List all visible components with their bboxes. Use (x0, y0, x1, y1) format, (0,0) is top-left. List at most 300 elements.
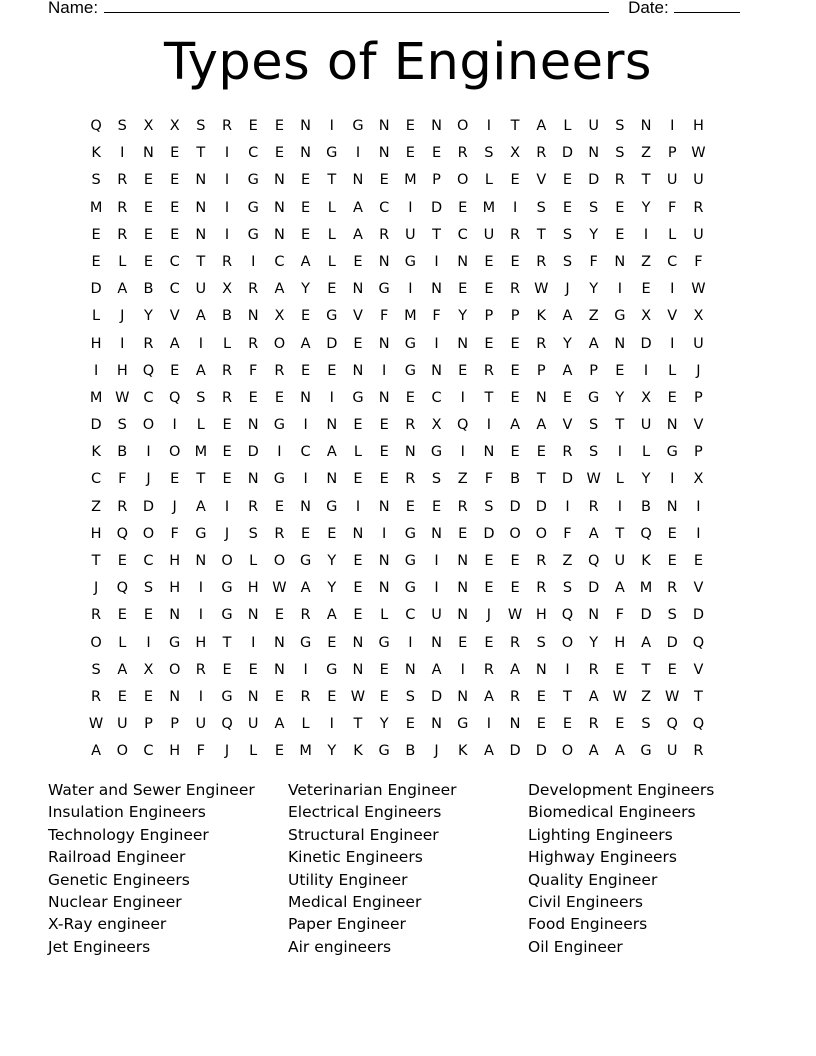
grid-letter[interactable]: A (326, 607, 337, 624)
grid-letter[interactable]: O (142, 525, 155, 542)
grid-letter[interactable]: S (589, 199, 599, 216)
grid-letter[interactable]: A (588, 688, 599, 705)
grid-letter[interactable]: E (301, 362, 311, 379)
grid-letter[interactable]: Y (144, 308, 153, 325)
grid-letter[interactable]: Z (588, 308, 599, 325)
grid-letter[interactable]: E (353, 471, 363, 488)
grid-letter[interactable]: S (562, 580, 573, 597)
grid-letter[interactable]: Q (692, 634, 705, 651)
grid-letter[interactable]: I (460, 661, 465, 678)
grid-letter[interactable]: E (431, 145, 442, 162)
grid-letter[interactable]: V (667, 308, 678, 325)
grid-letter[interactable]: D (142, 498, 155, 515)
grid-letter[interactable]: L (353, 444, 363, 461)
grid-letter[interactable]: V (536, 172, 547, 189)
grid-letter[interactable]: D (588, 172, 600, 189)
grid-letter[interactable]: R (693, 199, 704, 216)
grid-letter[interactable]: T (353, 716, 363, 733)
grid-letter[interactable]: I (434, 253, 439, 270)
grid-letter[interactable]: Q (116, 525, 128, 542)
grid-letter[interactable]: X (693, 308, 704, 325)
grid-letter[interactable]: D (666, 634, 678, 651)
grid-letter[interactable]: P (432, 172, 441, 189)
grid-letter[interactable]: T (222, 634, 232, 651)
grid-letter[interactable]: E (484, 253, 494, 270)
grid-letter[interactable]: T (641, 172, 651, 189)
grid-letter[interactable]: E (170, 172, 180, 189)
grid-letter[interactable]: Q (692, 716, 705, 733)
grid-letter[interactable]: W (507, 607, 523, 624)
grid-letter[interactable]: R (483, 362, 494, 379)
grid-letter[interactable]: O (142, 417, 155, 434)
grid-letter[interactable]: S (117, 118, 127, 134)
grid-letter[interactable]: C (169, 253, 180, 270)
grid-letter[interactable]: R (117, 226, 128, 243)
grid-letter[interactable]: A (483, 743, 494, 760)
grid-letter[interactable]: N (195, 199, 207, 216)
grid-letter[interactable]: E (143, 199, 154, 216)
grid-letter[interactable]: T (510, 118, 520, 134)
grid-letter[interactable]: A (195, 308, 206, 325)
grid-letter[interactable]: A (536, 118, 547, 134)
grid-letter[interactable]: P (536, 362, 546, 379)
grid-letter[interactable]: Y (615, 389, 625, 406)
grid-letter[interactable]: G (273, 417, 286, 434)
grid-letter[interactable]: E (693, 553, 703, 569)
grid-letter[interactable]: F (589, 253, 598, 270)
grid-letter[interactable]: G (404, 335, 416, 352)
grid-letter[interactable]: U (693, 172, 704, 189)
grid-letter[interactable]: E (327, 281, 337, 298)
grid-letter[interactable]: M (89, 199, 103, 216)
grid-letter[interactable]: Y (327, 580, 337, 597)
grid-letter[interactable]: A (614, 580, 625, 597)
grid-letter[interactable]: R (536, 253, 547, 270)
grid-letter[interactable]: G (326, 498, 338, 515)
grid-letter[interactable]: E (379, 688, 389, 705)
grid-letter[interactable]: S (248, 525, 258, 542)
grid-letter[interactable]: N (378, 145, 390, 162)
grid-letter[interactable]: E (353, 580, 363, 597)
grid-letter[interactable]: I (198, 688, 203, 705)
grid-letter[interactable]: T (484, 389, 494, 406)
grid-letter[interactable]: A (641, 634, 651, 651)
grid-letter[interactable]: W (691, 145, 706, 162)
grid-letter[interactable]: J (224, 743, 230, 760)
grid-letter[interactable]: R (143, 335, 154, 352)
grid-letter[interactable]: E (562, 389, 573, 406)
grid-letter[interactable]: E (484, 281, 494, 298)
grid-letter[interactable]: I (303, 417, 308, 434)
grid-letter[interactable]: Q (116, 580, 128, 597)
grid-letter[interactable]: B (117, 444, 128, 461)
grid-letter[interactable]: N (431, 716, 442, 733)
grid-letter[interactable]: I (670, 281, 675, 298)
grid-letter[interactable]: R (457, 498, 468, 515)
grid-letter[interactable]: Q (90, 118, 102, 134)
grid-letter[interactable]: R (562, 444, 573, 461)
grid-letter[interactable]: F (615, 607, 625, 624)
grid-letter[interactable]: L (118, 253, 127, 270)
grid-letter[interactable]: V (353, 308, 363, 325)
grid-letter[interactable]: T (536, 226, 546, 243)
grid-letter[interactable]: A (326, 444, 337, 461)
grid-letter[interactable]: N (300, 145, 312, 162)
grid-letter[interactable]: D (430, 199, 443, 216)
grid-letter[interactable]: I (355, 145, 361, 162)
grid-letter[interactable]: H (247, 580, 259, 597)
grid-letter[interactable]: S (91, 661, 101, 678)
grid-letter[interactable]: S (536, 634, 546, 651)
grid-letter[interactable]: R (221, 362, 233, 379)
grid-letter[interactable]: E (274, 145, 284, 162)
grid-letter[interactable]: E (117, 607, 127, 624)
grid-letter[interactable]: R (667, 580, 678, 597)
grid-letter[interactable]: M (404, 172, 417, 189)
grid-letter[interactable]: E (641, 281, 651, 298)
grid-letter[interactable]: L (563, 118, 572, 134)
grid-letter[interactable]: D (640, 607, 652, 624)
grid-letter[interactable]: T (196, 145, 206, 162)
grid-letter[interactable]: L (327, 199, 336, 216)
grid-letter[interactable]: E (327, 525, 337, 542)
grid-letter[interactable]: R (588, 716, 599, 733)
grid-letter[interactable]: O (273, 335, 286, 352)
grid-letter[interactable]: E (222, 471, 232, 488)
grid-letter[interactable]: Q (168, 389, 181, 406)
grid-letter[interactable]: E (353, 253, 363, 270)
grid-letter[interactable]: I (146, 634, 151, 651)
grid-letter[interactable]: A (588, 335, 599, 352)
grid-letter[interactable]: I (670, 118, 675, 134)
grid-letter[interactable]: N (169, 607, 181, 624)
grid-letter[interactable]: N (431, 525, 442, 542)
grid-letter[interactable]: D (90, 417, 102, 434)
grid-letter[interactable]: I (460, 389, 465, 406)
grid-letter[interactable]: E (379, 172, 389, 189)
grid-letter[interactable]: Y (379, 716, 389, 733)
grid-letter[interactable]: I (486, 716, 492, 733)
grid-letter[interactable]: X (431, 417, 442, 434)
grid-letter[interactable]: E (327, 362, 337, 379)
grid-letter[interactable]: S (431, 471, 442, 488)
grid-letter[interactable]: R (221, 389, 233, 406)
grid-letter[interactable]: A (431, 661, 442, 678)
grid-letter[interactable]: I (408, 634, 413, 651)
grid-letter[interactable]: T (563, 688, 572, 705)
grid-letter[interactable]: Y (589, 226, 599, 243)
grid-letter[interactable]: I (460, 444, 465, 461)
grid-letter[interactable]: G (221, 580, 233, 597)
grid-letter[interactable]: N (378, 118, 390, 134)
grid-letter[interactable]: T (615, 417, 625, 434)
grid-letter[interactable]: Z (641, 145, 651, 162)
grid-letter[interactable]: G (326, 145, 338, 162)
grid-letter[interactable]: E (405, 389, 415, 406)
grid-letter[interactable]: R (221, 253, 233, 270)
grid-letter[interactable]: H (169, 553, 181, 569)
grid-letter[interactable]: I (643, 226, 649, 243)
grid-letter[interactable]: I (224, 226, 230, 243)
grid-letter[interactable]: G (273, 471, 286, 488)
grid-letter[interactable]: E (379, 444, 389, 461)
grid-letter[interactable]: E (170, 362, 180, 379)
grid-letter[interactable]: C (143, 389, 154, 406)
grid-letter[interactable]: O (561, 634, 574, 651)
grid-letter[interactable]: E (274, 607, 284, 624)
grid-letter[interactable]: G (666, 444, 678, 461)
grid-letter[interactable]: G (457, 716, 469, 733)
grid-letter[interactable]: S (562, 253, 573, 270)
grid-letter[interactable]: X (641, 389, 651, 406)
grid-letter[interactable]: I (120, 145, 125, 162)
grid-letter[interactable]: E (615, 199, 625, 216)
grid-letter[interactable]: Y (641, 471, 651, 488)
grid-letter[interactable]: Y (563, 335, 572, 352)
grid-letter[interactable]: I (565, 661, 570, 678)
grid-letter[interactable]: N (666, 417, 678, 434)
grid-letter[interactable]: E (143, 253, 154, 270)
grid-letter[interactable]: I (617, 498, 622, 515)
grid-letter[interactable]: H (90, 335, 102, 352)
grid-letter[interactable]: N (483, 444, 495, 461)
grid-letter[interactable]: N (247, 607, 259, 624)
grid-letter[interactable]: U (431, 607, 442, 624)
grid-letter[interactable]: N (614, 253, 626, 270)
grid-letter[interactable]: S (536, 199, 546, 216)
grid-letter[interactable]: J (486, 607, 492, 624)
grid-letter[interactable]: N (300, 498, 312, 515)
grid-letter[interactable]: N (457, 553, 469, 569)
grid-letter[interactable]: O (90, 634, 102, 651)
grid-letter[interactable]: G (299, 634, 312, 651)
grid-letter[interactable]: E (379, 417, 389, 434)
grid-letter[interactable]: U (195, 716, 207, 733)
grid-letter[interactable]: N (273, 199, 285, 216)
grid-letter[interactable]: D (561, 471, 574, 488)
grid-letter[interactable]: N (457, 580, 469, 597)
grid-letter[interactable]: S (615, 118, 625, 134)
grid-letter[interactable]: L (641, 444, 651, 461)
grid-letter[interactable]: E (170, 199, 180, 216)
grid-letter[interactable]: E (353, 553, 363, 569)
grid-letter[interactable]: I (224, 199, 230, 216)
grid-letter[interactable]: N (352, 362, 364, 379)
grid-letter[interactable]: R (510, 281, 521, 298)
grid-letter[interactable]: N (352, 281, 364, 298)
grid-letter[interactable]: L (249, 743, 258, 760)
grid-letter[interactable]: R (536, 335, 547, 352)
grid-letter[interactable]: L (327, 226, 336, 243)
grid-letter[interactable]: W (350, 688, 366, 705)
grid-letter[interactable]: V (693, 417, 704, 434)
grid-letter[interactable]: D (509, 743, 521, 760)
grid-letter[interactable]: E (562, 199, 573, 216)
grid-letter[interactable]: E (510, 553, 520, 569)
grid-letter[interactable]: H (614, 634, 626, 651)
grid-letter[interactable]: J (696, 362, 701, 379)
grid-letter[interactable]: W (534, 281, 549, 298)
grid-letter[interactable]: Y (301, 281, 311, 298)
grid-letter[interactable]: X (143, 661, 154, 678)
grid-letter[interactable]: W (88, 716, 104, 733)
grid-letter[interactable]: U (640, 417, 652, 434)
grid-letter[interactable]: E (301, 308, 311, 325)
grid-letter[interactable]: Q (666, 716, 678, 733)
grid-letter[interactable]: E (327, 634, 337, 651)
grid-letter[interactable]: I (198, 607, 203, 624)
grid-letter[interactable]: K (353, 743, 363, 760)
grid-letter[interactable]: G (404, 580, 416, 597)
grid-letter[interactable]: C (91, 471, 102, 488)
grid-letter[interactable]: R (588, 661, 599, 678)
grid-letter[interactable]: N (273, 634, 285, 651)
grid-letter[interactable]: H (169, 580, 181, 597)
grid-letter[interactable]: E (431, 498, 442, 515)
grid-letter[interactable]: R (510, 634, 521, 651)
grid-letter[interactable]: E (615, 362, 625, 379)
grid-letter[interactable]: L (222, 335, 232, 352)
grid-letter[interactable]: B (222, 308, 232, 325)
grid-letter[interactable]: U (666, 172, 678, 189)
grid-letter[interactable]: G (247, 226, 259, 243)
grid-letter[interactable]: F (379, 308, 389, 325)
grid-letter[interactable]: E (458, 634, 468, 651)
grid-letter[interactable]: A (300, 580, 311, 597)
grid-letter[interactable]: G (221, 607, 233, 624)
grid-letter[interactable]: L (484, 172, 493, 189)
grid-letter[interactable]: G (404, 362, 416, 379)
grid-letter[interactable]: O (457, 172, 469, 189)
grid-letter[interactable]: E (353, 607, 363, 624)
grid-letter[interactable]: C (667, 253, 678, 270)
grid-letter[interactable]: E (301, 172, 311, 189)
grid-letter[interactable]: E (510, 580, 520, 597)
grid-letter[interactable]: E (458, 281, 468, 298)
grid-letter[interactable]: N (431, 118, 442, 134)
grid-letter[interactable]: O (561, 743, 574, 760)
grid-letter[interactable]: G (195, 525, 207, 542)
grid-letter[interactable]: F (196, 743, 206, 760)
grid-letter[interactable]: I (408, 281, 413, 298)
grid-letter[interactable]: N (457, 253, 469, 270)
grid-letter[interactable]: I (251, 634, 256, 651)
grid-letter[interactable]: L (92, 308, 101, 325)
grid-letter[interactable]: I (617, 444, 622, 461)
grid-letter[interactable]: H (535, 607, 547, 624)
grid-letter[interactable]: N (378, 498, 390, 515)
grid-letter[interactable]: R (510, 226, 521, 243)
grid-letter[interactable]: T (615, 525, 625, 542)
grid-letter[interactable]: I (617, 281, 622, 298)
grid-letter[interactable]: P (667, 145, 677, 162)
grid-letter[interactable]: N (640, 118, 652, 134)
grid-letter[interactable]: I (486, 417, 492, 434)
grid-letter[interactable]: G (404, 553, 416, 569)
grid-letter[interactable]: N (273, 226, 285, 243)
grid-letter[interactable]: G (378, 743, 390, 760)
grid-letter[interactable]: E (222, 417, 232, 434)
grid-letter[interactable]: O (116, 743, 128, 760)
grid-letter[interactable]: N (326, 417, 338, 434)
grid-letter[interactable]: E (484, 580, 494, 597)
grid-letter[interactable]: G (352, 389, 364, 406)
grid-letter[interactable]: Y (458, 308, 468, 325)
grid-letter[interactable]: G (378, 281, 390, 298)
grid-letter[interactable]: S (615, 145, 625, 162)
grid-letter[interactable]: N (588, 145, 600, 162)
grid-letter[interactable]: J (224, 525, 230, 542)
grid-letter[interactable]: A (562, 362, 573, 379)
grid-letter[interactable]: N (535, 661, 547, 678)
grid-letter[interactable]: C (274, 253, 285, 270)
grid-letter[interactable]: D (90, 281, 102, 298)
grid-letter[interactable]: E (170, 226, 180, 243)
grid-letter[interactable]: R (274, 525, 285, 542)
grid-letter[interactable]: C (300, 444, 311, 461)
grid-letter[interactable]: E (615, 661, 625, 678)
grid-letter[interactable]: J (172, 498, 177, 515)
grid-letter[interactable]: R (195, 661, 206, 678)
grid-letter[interactable]: R (91, 607, 102, 624)
grid-letter[interactable]: E (510, 362, 520, 379)
grid-letter[interactable]: E (405, 118, 415, 134)
grid-letter[interactable]: E (353, 417, 363, 434)
grid-letter[interactable]: B (405, 743, 416, 760)
grid-letter[interactable]: X (143, 118, 154, 134)
grid-letter[interactable]: V (693, 580, 704, 597)
grid-letter[interactable]: G (247, 199, 259, 216)
grid-letter[interactable]: E (667, 525, 677, 542)
grid-letter[interactable]: I (434, 580, 439, 597)
grid-letter[interactable]: L (668, 362, 677, 379)
grid-letter[interactable]: N (352, 172, 364, 189)
grid-letter[interactable]: P (144, 716, 153, 733)
grid-letter[interactable]: A (91, 743, 102, 760)
grid-letter[interactable]: E (91, 253, 101, 270)
grid-letter[interactable]: E (536, 688, 546, 705)
grid-letter[interactable]: G (614, 308, 626, 325)
grid-letter[interactable]: E (274, 389, 284, 406)
grid-letter[interactable]: P (510, 308, 520, 325)
grid-letter[interactable]: E (458, 199, 468, 216)
grid-letter[interactable]: H (169, 743, 181, 760)
grid-letter[interactable]: G (378, 634, 390, 651)
grid-letter[interactable]: A (117, 661, 128, 678)
grid-letter[interactable]: N (247, 417, 259, 434)
grid-letter[interactable]: X (274, 308, 285, 325)
grid-letter[interactable]: E (117, 688, 127, 705)
grid-letter[interactable]: N (247, 308, 259, 325)
grid-letter[interactable]: G (404, 525, 416, 542)
grid-letter[interactable]: I (329, 118, 334, 134)
grid-letter[interactable]: E (301, 226, 311, 243)
grid-letter[interactable]: E (536, 716, 546, 733)
grid-letter[interactable]: R (405, 471, 416, 488)
grid-letter[interactable]: R (536, 580, 547, 597)
grid-letter[interactable]: F (694, 253, 703, 270)
grid-letter[interactable]: N (431, 281, 442, 298)
grid-letter[interactable]: B (510, 471, 521, 488)
grid-letter[interactable]: X (641, 308, 651, 325)
grid-letter[interactable]: E (379, 471, 389, 488)
grid-letter[interactable]: I (408, 199, 413, 216)
grid-letter[interactable]: E (536, 444, 546, 461)
grid-letter[interactable]: I (303, 471, 308, 488)
grid-letter[interactable]: W (272, 580, 287, 597)
grid-letter[interactable]: U (195, 281, 207, 298)
date-field[interactable] (674, 0, 740, 13)
